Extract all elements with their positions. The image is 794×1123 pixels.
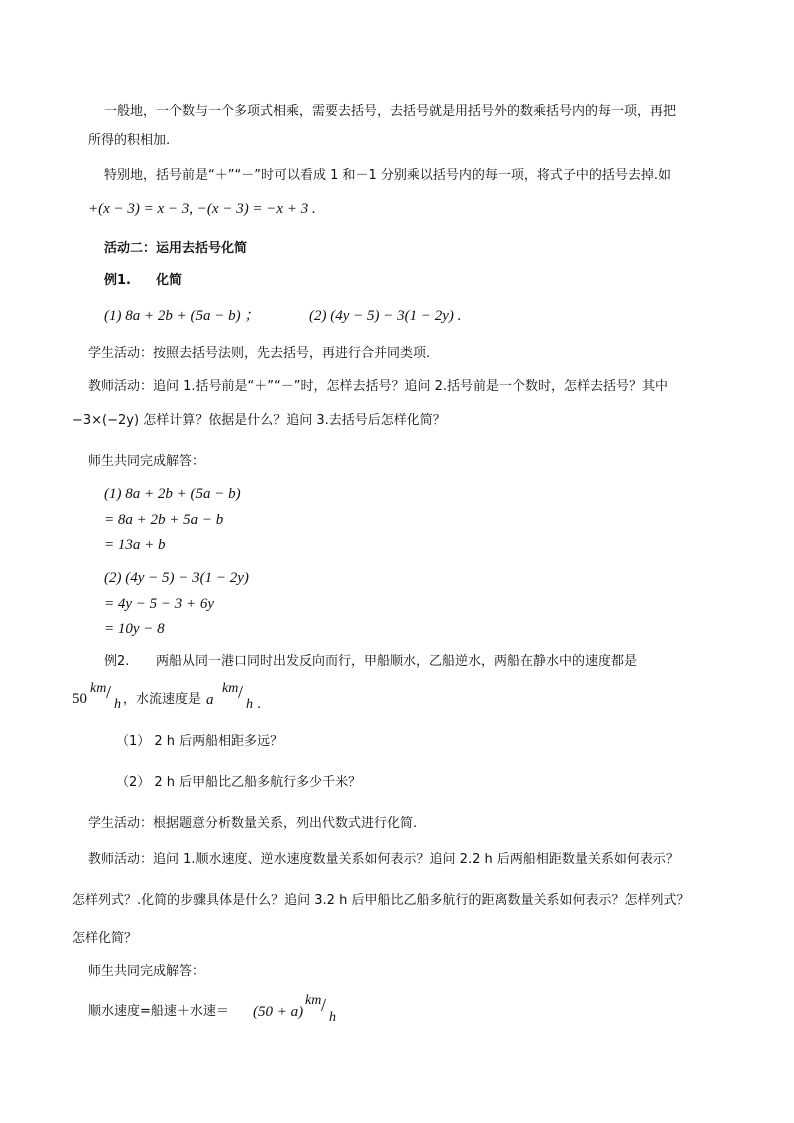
together-1: 师生共同完成解答：	[88, 454, 206, 469]
example2-question-2: （2） 2 h 后甲船比乙船多航行多少千米？	[116, 775, 362, 790]
together-2: 师生共同完成解答：	[88, 964, 206, 979]
solution-2-line-3: = 10y − 8	[104, 621, 165, 637]
teacher-activity-1-line-1: 教师活动：追问 1.括号前是“＋”“－”时，怎样去括号？追问 2.括号前是一个数时，怎样去括号？其中	[88, 379, 669, 394]
downstream-speed-expr: (50 + a)	[253, 1004, 304, 1020]
example2-speed-value: 50	[72, 691, 87, 707]
problem-2: (2) (4y − 5) − 3(1 − 2y) .	[309, 308, 462, 324]
fraction-slash-icon: /	[321, 995, 327, 1015]
solution-1-line-1: (1) 8a + 2b + (5a − b)	[104, 486, 241, 502]
paragraph-1-line-1: 一般地，一个数与一个多项式相乘，需要去括号，去括号就是用括号外的数乘括号内的每一项，再把	[104, 104, 677, 119]
paragraph-2-math: +(x − 3) = x − 3, −(x − 3) = −x + 3 .	[88, 201, 316, 217]
example2-var-a: a	[206, 692, 214, 708]
downstream-speed-text: 顺水速度=船速＋水速＝	[88, 1004, 229, 1019]
student-activity-1: 学生活动：按照去括号法则，先去括号，再进行合并同类项.	[88, 346, 431, 361]
problem-1: (1) 8a + 2b + (5a − b) ；	[104, 308, 260, 324]
example2-line-2-mid: ，水流速度是	[123, 692, 202, 707]
teacher-activity-2-line-3: 怎样化简？	[72, 931, 138, 946]
activity2-heading: 活动二：运用去括号化简	[104, 241, 248, 256]
solution-1-line-2: = 8a + 2b + 5a − b	[104, 512, 224, 528]
solution-2-line-1: (2) (4y − 5) − 3(1 − 2y)	[104, 570, 249, 586]
downstream-unit-denominator: h	[329, 1010, 336, 1025]
teacher-activity-2-line-2: 怎样列式？.化简的步骤具体是什么？追问 3.2 h 后甲船比乙船多航行的距离数量关系如何表示？怎样列式？	[72, 893, 690, 908]
paragraph-2-line-1: 特别地，括号前是“＋”“－”时可以看成 1 和－1 分别乘以括号内的每一项，将式子中的括号去掉.如	[104, 168, 672, 183]
example1-title: 化简	[156, 273, 183, 288]
period-mark: .	[257, 697, 262, 712]
paragraph-1-line-2: 所得的积相加.	[88, 133, 171, 148]
solution-2-line-2: = 4y − 5 − 3 + 6y	[104, 596, 215, 612]
example2-unit-denominator: h	[114, 697, 121, 712]
example2-unit-denominator-2: h	[246, 697, 253, 712]
example2-unit-numerator-2: km	[222, 681, 239, 696]
teacher-activity-1-line-2: −3×(−2y) 怎样计算？依据是什么？追问 3.去括号后怎样化简？	[72, 413, 446, 428]
fraction-slash-icon: /	[106, 682, 112, 702]
fraction-slash-icon: /	[238, 682, 244, 702]
student-activity-2: 学生活动：根据题意分析数量关系，列出代数式进行化简.	[88, 816, 418, 831]
solution-1-line-3: = 13a + b	[104, 537, 166, 553]
downstream-unit-numerator: km	[305, 993, 322, 1008]
example2-label: 例2.	[104, 654, 130, 669]
example2-line-1: 两船从同一港口同时出发反向而行，甲船顺水，乙船逆水，两船在静水中的速度都是	[156, 654, 638, 669]
teacher-activity-2-line-1: 教师活动：追问 1.顺水速度、逆水速度数量关系如何表示？追问 2.2 h 后两船相距数量关系如何表示？	[88, 852, 679, 867]
example2-question-1: （1） 2 h 后两船相距多远？	[116, 734, 284, 749]
example2-unit-numerator: km	[90, 681, 107, 696]
example1-label: 例1.	[104, 273, 131, 288]
